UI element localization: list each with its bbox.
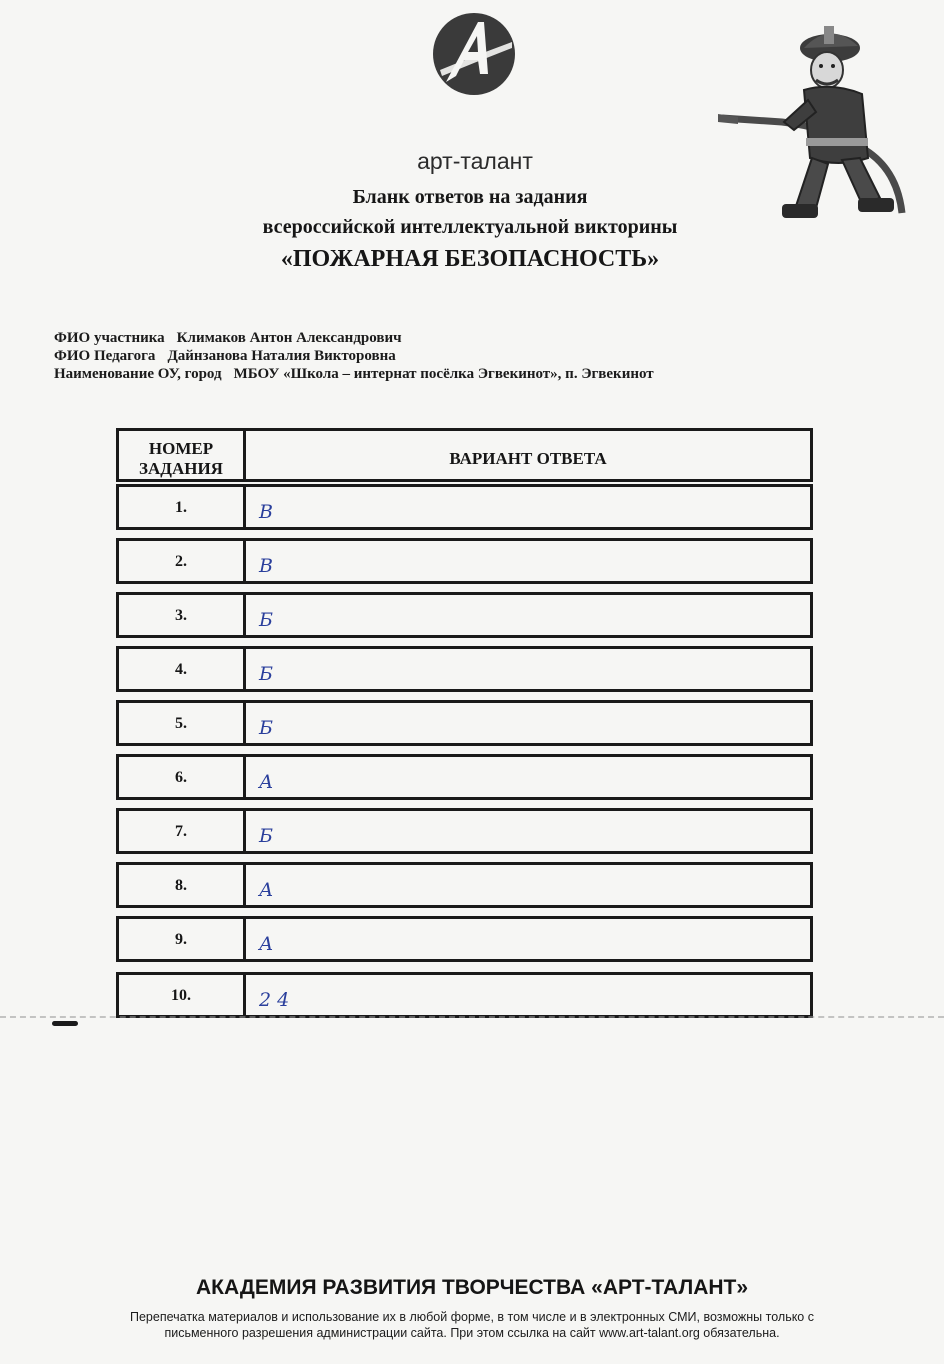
column-divider — [243, 649, 246, 689]
task-number: 4. — [175, 661, 187, 678]
table-row — [116, 754, 813, 800]
table-row — [116, 808, 813, 854]
table-row — [116, 700, 813, 746]
sheet-title-line1: Бланк ответов на задания — [352, 186, 588, 208]
copyright-notice-line1: Перепечатка материалов и использование их в любой форме, в том числе и в электронных СМИ, возможны только с — [129, 1310, 814, 1324]
task-number: 6. — [175, 769, 187, 786]
brand-name: арт-талант — [417, 148, 533, 174]
header-task-number-line2: ЗАДАНИЯ — [139, 459, 223, 478]
teacher-value: Дайнзанова Наталия Викторовна — [167, 348, 396, 364]
task-number: 5. — [175, 715, 187, 732]
table-row — [116, 862, 813, 908]
column-divider — [243, 811, 246, 851]
column-divider — [243, 975, 246, 1015]
answer-value: Б — [259, 825, 273, 847]
copyright-notice-line2: письменного разрешения администрации сайта. При этом ссылка на сайт www.art-talant.org обязательна. — [164, 1326, 780, 1340]
answer-value: А — [259, 771, 274, 793]
column-divider — [243, 487, 246, 527]
column-divider — [243, 595, 246, 635]
scan-fold-line — [0, 1016, 944, 1018]
answer-value: А — [259, 879, 274, 901]
header-task-number-line1: НОМЕР — [148, 439, 214, 458]
header-task-number — [119, 439, 243, 479]
academy-name: АКАДЕМИЯ РАЗВИТИЯ ТВОРЧЕСТВА «АРТ-ТАЛАНТ» — [195, 1276, 749, 1299]
participant-line — [54, 330, 402, 347]
header-answer: ВАРИАНТ ОТВЕТА — [449, 449, 607, 468]
copyright-notice — [60, 1309, 884, 1341]
table-row — [116, 916, 813, 962]
task-number: 7. — [175, 823, 187, 840]
task-number: 9. — [175, 931, 187, 948]
column-divider — [243, 865, 246, 905]
table-header — [116, 428, 813, 482]
table-row — [116, 592, 813, 638]
task-number: 2. — [175, 553, 187, 570]
answer-value: В — [259, 555, 273, 577]
table-row — [116, 972, 813, 1018]
task-number: 10. — [171, 987, 191, 1004]
answer-value: Б — [259, 609, 273, 631]
sheet-title-line2: всероссийской интеллектуальной викторины — [262, 216, 678, 238]
teacher-label: ФИО Педагога — [54, 348, 156, 364]
school-line — [54, 366, 654, 383]
quiz-title: «ПОЖАРНАЯ БЕЗОПАСНОСТЬ» — [280, 246, 660, 272]
teacher-line — [54, 348, 396, 365]
task-number: 3. — [175, 607, 187, 624]
table-row — [116, 538, 813, 584]
school-value: МБОУ «Школа – интернат посёлка Эгвекинот», п. Эгвекинот — [233, 366, 654, 382]
answer-value: 2 4 — [259, 989, 290, 1011]
participant-label: ФИО участника — [54, 330, 165, 346]
column-divider — [243, 703, 246, 743]
column-divider — [243, 919, 246, 959]
answer-table — [116, 428, 813, 1026]
table-row — [116, 484, 813, 530]
art-talant-logo-icon — [432, 12, 516, 96]
table-row — [116, 646, 813, 692]
school-label: Наименование ОУ, город — [54, 366, 222, 382]
column-divider — [243, 541, 246, 581]
participant-value: Климаков Антон Александрович — [176, 330, 402, 346]
scan-mark — [52, 1021, 78, 1026]
answer-value: А — [259, 933, 274, 955]
answer-value: Б — [259, 663, 273, 685]
column-divider — [243, 757, 246, 797]
task-number: 1. — [175, 499, 187, 516]
answer-value: Б — [259, 717, 273, 739]
task-number: 8. — [175, 877, 187, 894]
answer-value: В — [259, 501, 273, 523]
